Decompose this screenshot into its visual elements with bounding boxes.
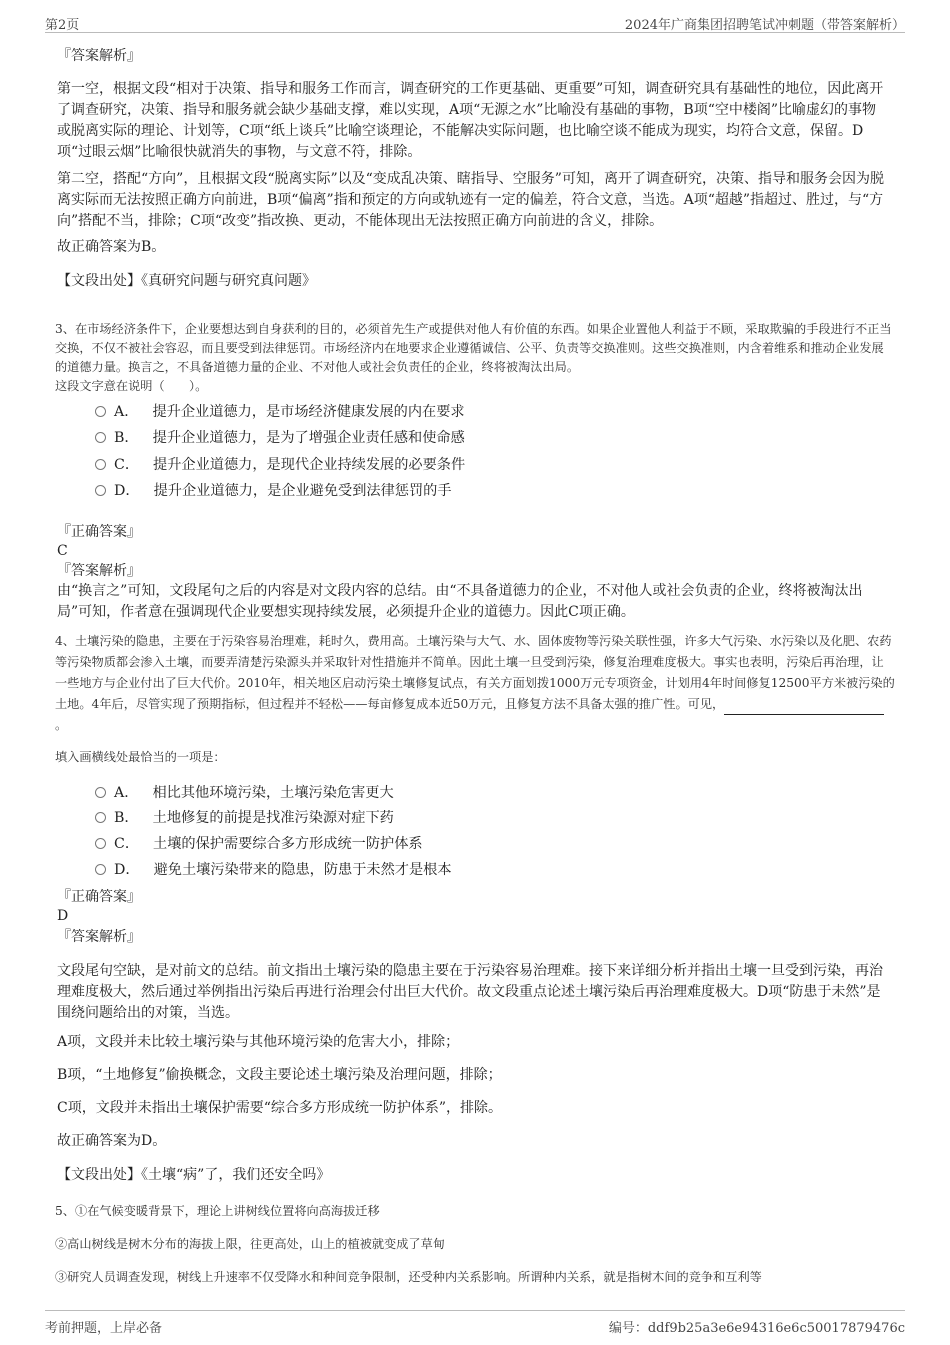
q4-conclusion: 故正确答案为D。 — [57, 1133, 167, 1149]
document-code: 编号：ddf9b25a3e6e94316e6c50017879476c — [608, 1321, 905, 1336]
q5-stem: 5、①在气候变暖背景下，理论上讲树线位置将向高海拔迁移 — [55, 1204, 380, 1218]
page-footer — [45, 1310, 905, 1335]
page-number: 第2页 — [45, 18, 80, 33]
q2-conclusion: 故正确答案为B。 — [57, 239, 166, 255]
q3-analysis-title: 『答案解析』 — [57, 563, 141, 579]
q4-note-a: A项，文段并未比较土壤污染与其他环境污染的危害大小，排除； — [57, 1034, 460, 1050]
q4-option-d[interactable]: D． 避免土壤污染带来的隐患，防患于未然才是根本 — [95, 860, 452, 880]
q3-option-c[interactable]: C． 提升企业道德力，是现代企业持续发展的必要条件 — [95, 455, 465, 475]
q4-option-c[interactable]: C． 土壤的保护需要综合多方形成统一防护体系 — [95, 834, 423, 854]
q5-sentence-3: ③研究人员调查发现，树线上升速率不仅受降水和种间竞争限制，还受种内关系影响。所谓种内关系，就是指树木间的竞争和互利等 — [55, 1270, 762, 1284]
q4-stem: 4、土壤污染的隐患，主要在于污染容易治理难，耗时久，费用高。土壤污染与大气、水、固体废物等污染关联性强，许多大气污染、水污染以及化肥、农药等污染物质都会渗入土壤，而要弄清楚污染源头并采取针对性措施并不简单。因此土壤一旦受到污染，修复治理难度极大。事实也表明，污染后再治理，让一些地方与企业付出了巨大代价。2010年，相关地区启动污染土壤修复试点，有关方面划拨1000万元专项资金，计划用4年时间修复12500平方米被污染的土地。4年后，尽管实现了预期指标，但过程并不轻松——每亩修复成本近50万元，且修复方法不具备太强的推广性。可见，。 — [55, 634, 895, 732]
q4-prompt: 填入画横线处最恰当的一项是： — [55, 750, 226, 764]
q4-note-b: B项，“土地修复”偷换概念，文段主要论述土壤污染及治理问题，排除； — [57, 1067, 502, 1083]
q4-option-a[interactable]: A． 相比其他环境污染，土壤污染危害更大 — [95, 783, 394, 803]
page-header — [45, 10, 905, 33]
radio-button[interactable] — [95, 432, 106, 443]
q3-option-b[interactable]: B． 提升企业道德力，是为了增强企业责任感和使命感 — [95, 428, 465, 448]
q3-answer: C — [57, 543, 68, 559]
q4-answer-title: 『正确答案』 — [57, 889, 141, 905]
footer-slogan: 考前押题，上岸必备 — [45, 1321, 163, 1336]
q4-answer: D — [57, 908, 69, 924]
q3-analysis: 由“换言之”可知，文段尾句之后的内容是对文段内容的总结。由“不具备道德力的企业，不对他人或社会负责的企业，终将被淘汰出局”可知，作者意在强调现代企业要想实现持续发展，必须提升企业的道德力。因此C项正确。 — [57, 583, 863, 620]
radio-button[interactable] — [95, 864, 106, 875]
q4-source: 【文段出处】《土壤“病”了，我们还安全吗》 — [57, 1167, 331, 1183]
q4-note-c: C项，文段并未指出土壤保护需要“综合多方形成统一防护体系”，排除。 — [57, 1100, 503, 1116]
answer-blank — [724, 700, 884, 715]
radio-button[interactable] — [95, 812, 106, 823]
q3-prompt: 这段文字意在说明（ ）。 — [55, 379, 208, 393]
radio-button[interactable] — [95, 459, 106, 470]
q2-source: 【文段出处】《真研究问题与研究真问题》 — [57, 273, 316, 289]
q2-analysis-p2: 第二空，搭配“方向”，且根据文段“脱离实际”以及“变成乱决策、瞎指导、空服务”可知，离开了调查研究，决策、指导和服务会因为脱离实际而无法按照正确方向前进，B项“偏离”指和预定的方向或轨迹有一定的偏差，符合文意，当选。A项“超越”指超过、胜过，与“方向”搭配不当，排除；C项“改变”指改换、更动，不能体现出无法按照正确方向前进的含义，排除。 — [57, 171, 884, 229]
q4-analysis-title: 『答案解析』 — [57, 929, 141, 945]
q3-stem: 3、在市场经济条件下，企业要想达到自身获利的目的，必须首先生产或提供对他人有价值的东西。如果企业置他人利益于不顾，采取欺骗的手段进行不正当交换，不仅不被社会容忍，而且要受到法律惩罚。市场经济内在地要求企业遵循诚信、公平、负责等交换准则。这些交换准则，内含着维系和推动企业发展的道德力量。换言之，不具备道德力量的企业、不对他人或社会负责任的企业，终将被淘汰出局。 — [55, 322, 892, 374]
q5-sentence-2: ②高山树线是树木分布的海拔上限，往更高处，山上的植被就变成了草甸 — [55, 1237, 445, 1251]
q2-analysis-p1: 第一空，根据文段“相对于决策、指导和服务工作而言，调查研究的工作更基础、更重要”可知，调查研究具有基础性的地位，因此离开了调查研究，决策、指导和服务就会缺少基础支撑，难以实现，A项“无源之水”比喻没有基础的事物，B项“空中楼阁”比喻虚幻的事物或脱离实际的理论、计划等，C项“纸上谈兵”比喻空谈理论，不能解决实际问题，也比喻空谈不能成为现实，均符合文意，保留。D项“过眼云烟”比喻很快就消失的事物，与文意不符，排除。 — [57, 81, 884, 160]
radio-button[interactable] — [95, 406, 106, 417]
q3-option-d[interactable]: D． 提升企业道德力，是企业避免受到法律惩罚的手 — [95, 481, 452, 501]
q4-option-b[interactable]: B． 土地修复的前提是找准污染源对症下药 — [95, 808, 394, 828]
radio-button[interactable] — [95, 838, 106, 849]
radio-button[interactable] — [95, 787, 106, 798]
q4-analysis: 文段尾句空缺，是对前文的总结。前文指出土壤污染的隐患主要在于污染容易治理难。接下来详细分析并指出土壤一旦受到污染，再治理难度极大，然后通过举例指出污染后再进行治理会付出巨大代价。故文段重点论述土壤污染后再治理难度极大。D项“防患于未然”是围绕问题给出的对策，当选。 — [57, 963, 883, 1021]
document-title: 2024年广商集团招聘笔试冲刺题（带答案解析） — [624, 18, 905, 33]
radio-button[interactable] — [95, 485, 106, 496]
q2-analysis-title: 『答案解析』 — [57, 48, 141, 64]
q3-answer-title: 『正确答案』 — [57, 524, 141, 540]
q3-option-a[interactable]: A． 提升企业道德力，是市场经济健康发展的内在要求 — [95, 402, 465, 422]
